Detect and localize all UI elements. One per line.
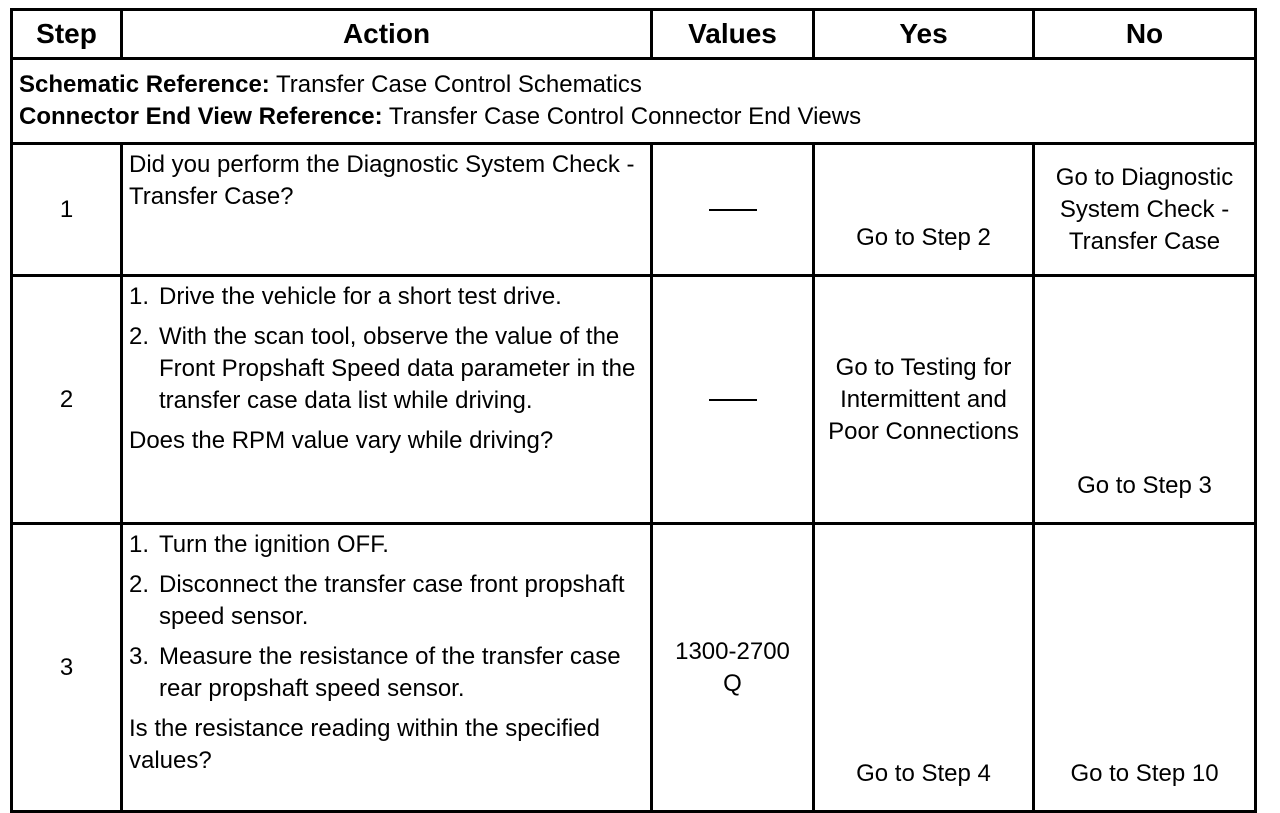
action-step: 1. Turn the ignition OFF. bbox=[129, 531, 389, 558]
action-step: 2. With the scan tool, observe the value of the Front Propshaft Speed data parameter in the transfer case data list while driving. bbox=[129, 323, 636, 414]
values-cell bbox=[652, 144, 814, 276]
header-yes: Yes bbox=[814, 10, 1034, 59]
action-step: 3. Measure the resistance of the transfer case rear propshaft speed sensor. bbox=[129, 643, 621, 702]
no-action: Go to Diagnostic System Check - Transfer Case bbox=[1034, 144, 1256, 276]
action-cell bbox=[122, 524, 652, 812]
action-question: Does the RPM value vary while driving? bbox=[129, 427, 554, 454]
connector-reference-value: Transfer Case Control Connector End Views bbox=[388, 103, 862, 130]
empty-value-dash bbox=[709, 399, 757, 401]
resistance-value: 1300-2700 Q bbox=[652, 524, 814, 812]
schematic-reference bbox=[19, 69, 1248, 101]
action-step-text: Measure the resistance of the transfer case rear propshaft speed sensor. bbox=[159, 643, 621, 702]
table-row bbox=[12, 144, 1256, 276]
table-row bbox=[12, 524, 1256, 812]
action-question: Did you perform the Diagnostic System Check -Transfer Case? bbox=[129, 151, 635, 210]
schematic-reference-label: Schematic Reference: bbox=[19, 71, 270, 98]
action-steps bbox=[129, 529, 644, 705]
action-step-text: Turn the ignition OFF. bbox=[159, 531, 389, 558]
connector-reference bbox=[19, 101, 1248, 133]
yes-action: Go to Step 4 bbox=[814, 524, 1034, 812]
schematic-reference-value: Transfer Case Control Schematics bbox=[276, 71, 642, 98]
action-question: Is the resistance reading within the specified values? bbox=[129, 715, 600, 774]
no-action: Go to Step 3 bbox=[1034, 276, 1256, 524]
action-step-text: With the scan tool, observe the value of the Front Propshaft Speed data parameter in the transfer case data list while driving. bbox=[159, 323, 636, 414]
header-no: No bbox=[1034, 10, 1256, 59]
table-row bbox=[12, 276, 1256, 524]
reference-cell bbox=[12, 59, 1256, 144]
empty-value-dash bbox=[709, 209, 757, 211]
action-step-text: Drive the vehicle for a short test drive. bbox=[159, 283, 562, 310]
action-step: 2. Disconnect the transfer case front propshaft speed sensor. bbox=[129, 571, 625, 630]
header-step: Step bbox=[12, 10, 122, 59]
values-cell bbox=[652, 276, 814, 524]
action-steps bbox=[129, 281, 644, 417]
diagnostic-table bbox=[10, 8, 1257, 813]
yes-action: Go to Step 2 bbox=[814, 144, 1034, 276]
action-cell bbox=[122, 144, 652, 276]
header-values: Values bbox=[652, 10, 814, 59]
step-number: 1 bbox=[12, 144, 122, 276]
no-action: Go to Step 10 bbox=[1034, 524, 1256, 812]
action-step-text: Disconnect the transfer case front propshaft speed sensor. bbox=[159, 571, 625, 630]
action-step: 1. Drive the vehicle for a short test drive. bbox=[129, 283, 562, 310]
action-cell bbox=[122, 276, 652, 524]
header-row bbox=[12, 10, 1256, 59]
header-action: Action bbox=[122, 10, 652, 59]
reference-row bbox=[12, 59, 1256, 144]
step-number: 2 bbox=[12, 276, 122, 524]
step-number: 3 bbox=[12, 524, 122, 812]
yes-action: Go to Testing for Intermittent and Poor Connections bbox=[814, 276, 1034, 524]
connector-reference-label: Connector End View Reference: bbox=[19, 103, 383, 130]
